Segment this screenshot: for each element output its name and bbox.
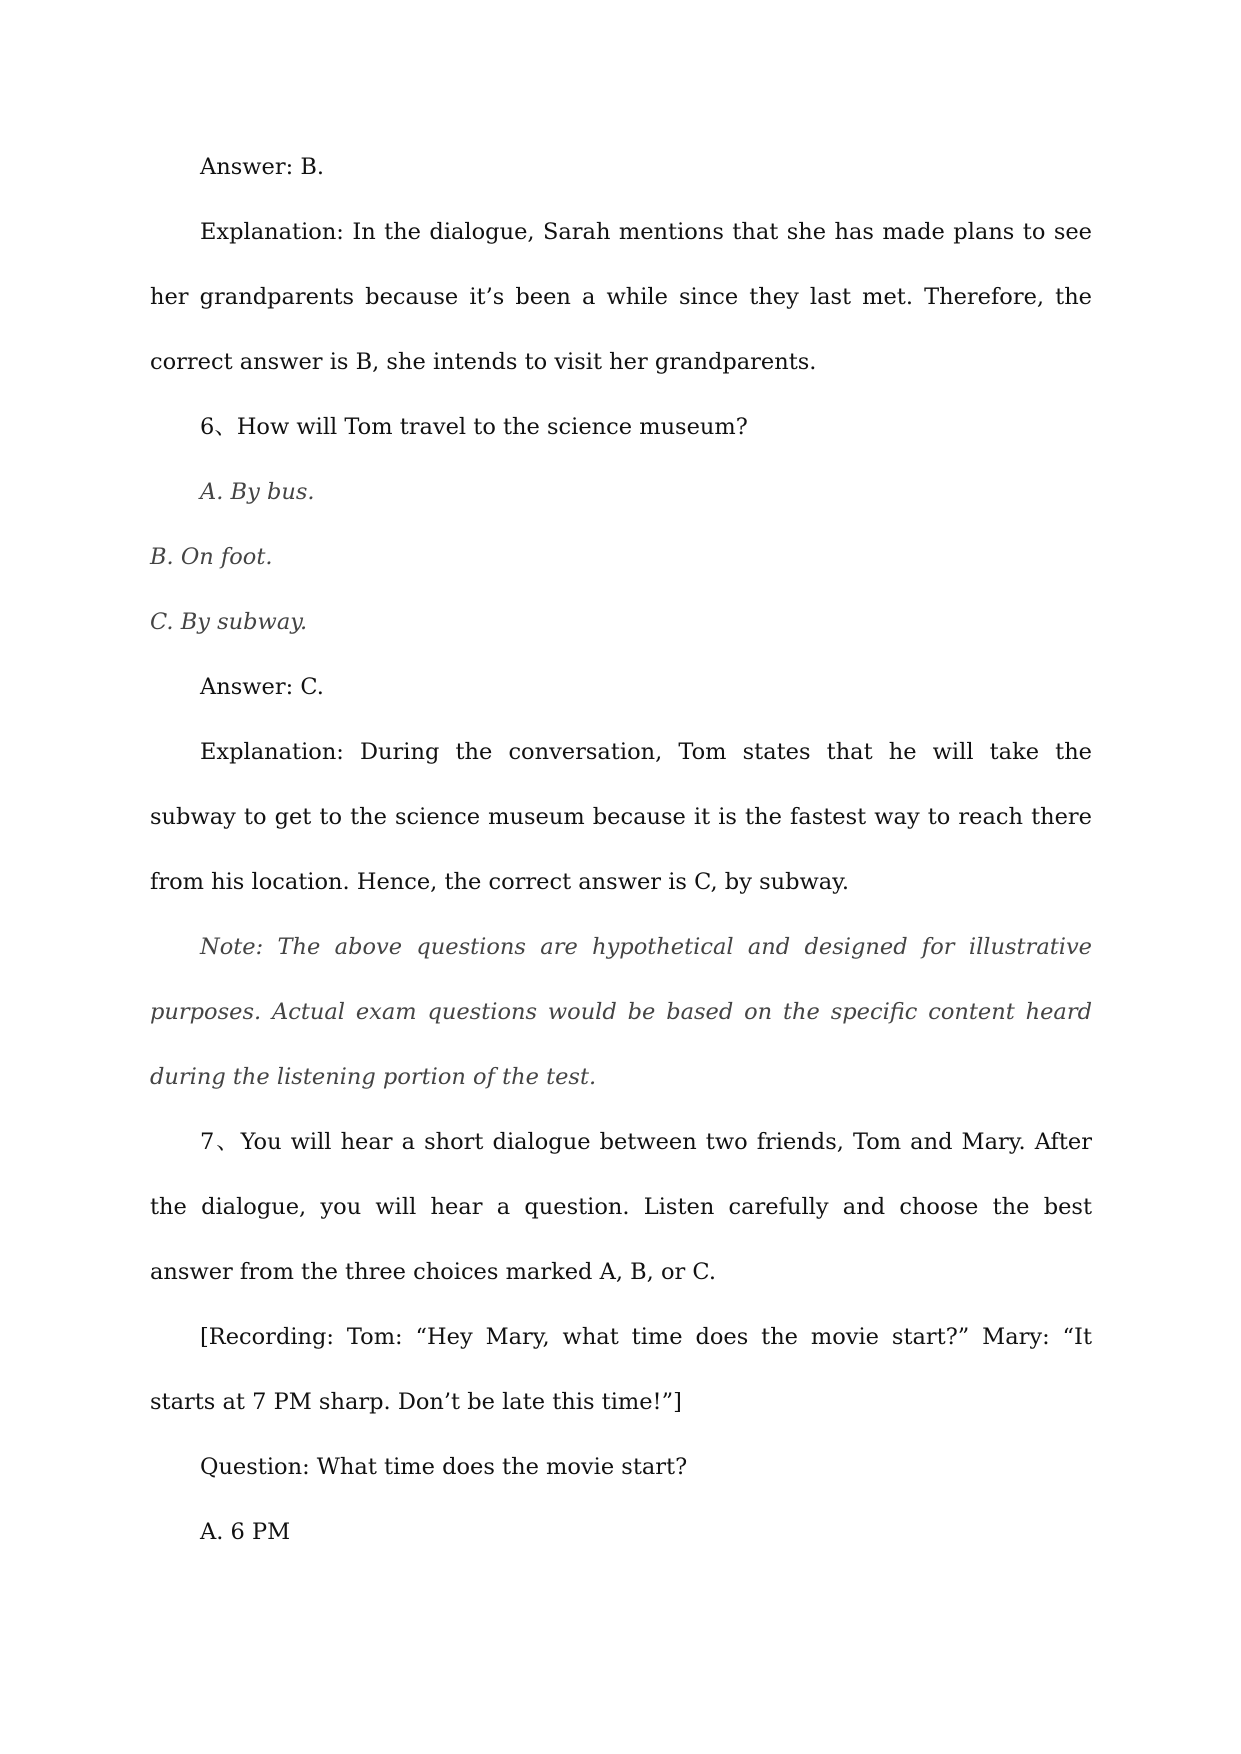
recording-transcript: [Recording: Tom: “Hey Mary, what time does the movie start?” Mary: “It starts at 7 PM sharp. Don’t be late this time!”] — [150, 1324, 1092, 1415]
answer-line-q6: Answer: C. — [200, 674, 324, 700]
option-b-q6: B. On foot. — [150, 544, 273, 570]
question-7: Question: What time does the movie start? — [200, 1454, 688, 1480]
note-paragraph: Note: The above questions are hypothetical and designed for illustrative purposes. Actual exam questions would be based on the specific content heard during the listening portion of the test. — [150, 934, 1092, 1090]
question-6: 6、How will Tom travel to the science museum? — [200, 414, 748, 440]
answer-line-q5: Answer: B. — [200, 154, 325, 180]
option-a-q7: A. 6 PM — [200, 1519, 291, 1545]
option-a-q6: A. By bus. — [200, 479, 315, 505]
explanation-q6: Explanation: During the conversation, Tom states that he will take the subway to get to the science museum because it is the fastest way to reach there from his location. Hence, the correct answer is C, by subway. — [150, 739, 1092, 895]
explanation-q5: Explanation: In the dialogue, Sarah mentions that she has made plans to see her grandparents because it’s been a while since they last met. Therefore, the correct answer is B, she intends to visit her grandparents. — [150, 219, 1092, 375]
option-c-q6: C. By subway. — [150, 609, 308, 635]
question-7-instructions: 7、You will hear a short dialogue between two friends, Tom and Mary. After the dialogue, you will hear a question. Listen carefully and choose the best answer from the three choices marked A, B, or C. — [150, 1129, 1092, 1285]
